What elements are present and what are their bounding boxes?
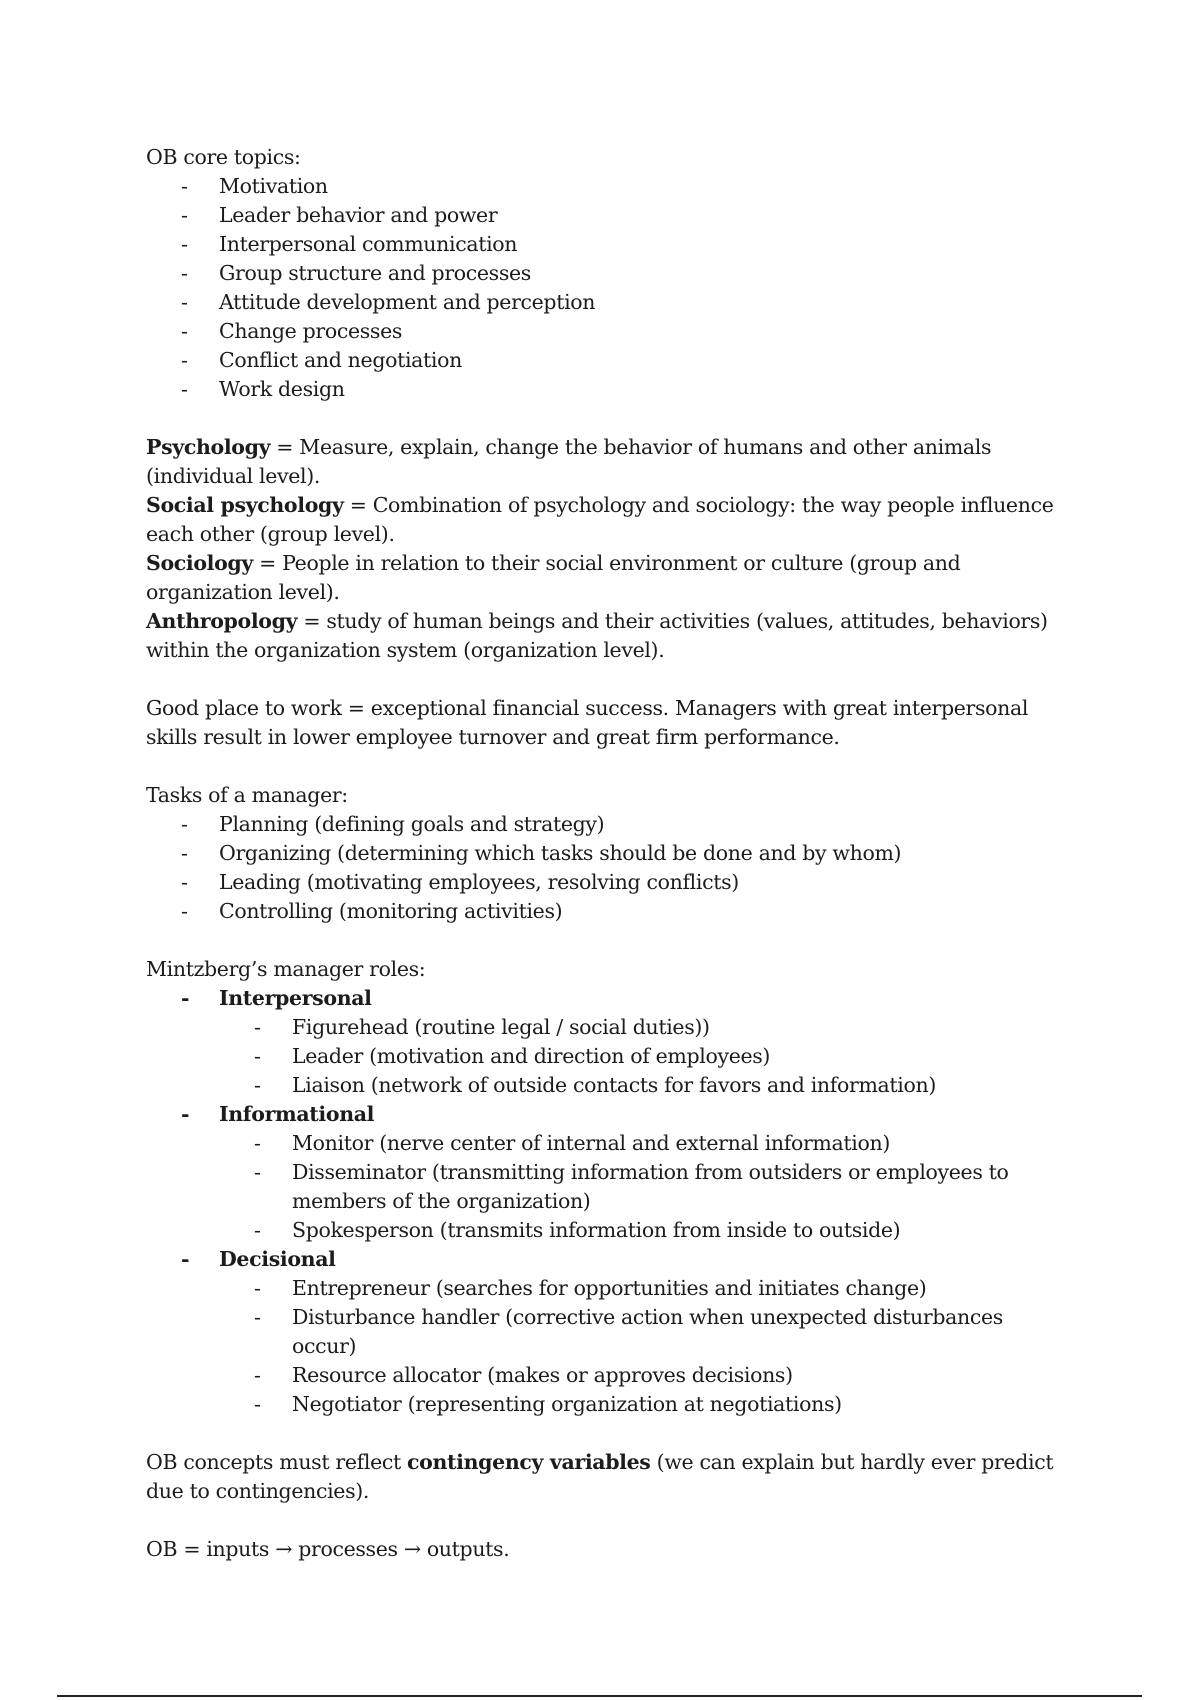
informational-sublist (146, 1129, 1066, 1245)
bullet-dash: - (254, 1015, 261, 1039)
list-item-text: Organizing (determining which tasks should be done and by whom) (219, 841, 902, 865)
definition-term: Psychology (146, 435, 271, 459)
mintzberg-roles-list (146, 1100, 1066, 1129)
contingency-bold: contingency variables (407, 1450, 651, 1474)
ob-core-heading: OB core topics: (146, 145, 301, 169)
list-item (146, 1013, 1066, 1042)
definition-term: Sociology (146, 551, 253, 575)
list-item-text: Work design (219, 377, 345, 401)
good-place-paragraph: Good place to work = exceptional financial success. Managers with great interpersonal skills result in lower employee turnover and great firm performance. (146, 696, 1029, 749)
list-item-text: Leading (motivating employees, resolving conflicts) (219, 870, 739, 894)
list-item-text: Leader (motivation and direction of employees) (292, 1044, 771, 1068)
list-item (146, 259, 1066, 288)
definition-text: = Measure, explain, change the behavior of humans and other animals (individual level). (146, 435, 992, 488)
bullet-dash: - (254, 1305, 261, 1329)
bullet-dash: - (181, 174, 188, 198)
list-item (146, 172, 1066, 201)
list-item (146, 201, 1066, 230)
spacer (146, 1419, 1066, 1448)
list-item (146, 1129, 1066, 1158)
role-informational (146, 1100, 1066, 1129)
list-item (146, 839, 1066, 868)
list-item-text: Group structure and processes (219, 261, 531, 285)
list-item (146, 346, 1066, 375)
bullet-dash: - (254, 1218, 261, 1242)
definition-anthropology (146, 607, 1066, 665)
bullet-dash: - (181, 203, 188, 227)
spacer (146, 752, 1066, 781)
list-item-text: Negotiator (representing organization at negotiations) (292, 1392, 842, 1416)
decisional-sublist (146, 1274, 1066, 1419)
bullet-dash: - (181, 232, 188, 256)
bullet-dash: - (181, 899, 188, 923)
list-item-text: Leader behavior and power (219, 203, 498, 227)
list-item-text: Figurehead (routine legal / social duties)) (292, 1015, 710, 1039)
list-item-text: Resource allocator (makes or approves decisions) (292, 1363, 793, 1387)
ob-core-list (146, 172, 1066, 404)
bullet-dash: - (181, 377, 188, 401)
list-item (146, 317, 1066, 346)
list-item (146, 1361, 1066, 1390)
list-item (146, 1274, 1066, 1303)
definition-text: = Combination of psychology and sociology: the way people influence each other (group level). (146, 493, 1054, 546)
list-item-text: Spokesperson (transmits information from inside to outside) (292, 1218, 901, 1242)
bullet-dash: - (181, 841, 188, 865)
list-item (146, 1042, 1066, 1071)
definition-term: Social psychology (146, 493, 344, 517)
definition-psychology (146, 433, 1066, 491)
bullet-dash: - (254, 1392, 261, 1416)
mintzberg-heading: Mintzberg’s manager roles: (146, 957, 426, 981)
list-item-text: Conflict and negotiation (219, 348, 462, 372)
role-interpersonal (146, 984, 1066, 1013)
spacer (146, 1506, 1066, 1535)
list-item-text: Planning (defining goals and strategy) (219, 812, 605, 836)
bullet-dash: - (181, 986, 190, 1010)
role-label: Decisional (219, 1247, 336, 1271)
definition-term: Anthropology (146, 609, 298, 633)
bullet-dash: - (254, 1073, 261, 1097)
bullet-dash: - (181, 319, 188, 343)
list-item (146, 810, 1066, 839)
list-item (146, 375, 1066, 404)
footer-rule (57, 1695, 1142, 1697)
list-item-text: Disseminator (transmitting information from outsiders or employees to members of the organization) (292, 1160, 1009, 1213)
list-item (146, 1390, 1066, 1419)
list-item-text: Motivation (219, 174, 328, 198)
list-item (146, 1216, 1066, 1245)
bullet-dash: - (181, 870, 188, 894)
ob-formula: OB = inputs → processes → outputs. (146, 1537, 510, 1561)
contingency-paragraph (146, 1448, 1066, 1506)
spacer (146, 665, 1066, 694)
bullet-dash: - (254, 1276, 261, 1300)
role-label: Informational (219, 1102, 375, 1126)
list-item-text: Monitor (nerve center of internal and external information) (292, 1131, 890, 1155)
list-item (146, 288, 1066, 317)
definition-social-psychology (146, 491, 1066, 549)
role-label: Interpersonal (219, 986, 372, 1010)
list-item (146, 230, 1066, 259)
list-item-text: Liaison (network of outside contacts for favors and information) (292, 1073, 937, 1097)
list-item (146, 868, 1066, 897)
list-item (146, 1303, 1066, 1361)
definition-text: = study of human beings and their activities (values, attitudes, behaviors) within the organization system (organization level). (146, 609, 1048, 662)
contingency-prefix: OB concepts must reflect (146, 1450, 408, 1474)
tasks-list (146, 810, 1066, 926)
list-item-text: Attitude development and perception (219, 290, 596, 314)
mintzberg-roles-list (146, 1245, 1066, 1274)
bullet-dash: - (181, 812, 188, 836)
bullet-dash: - (254, 1160, 261, 1184)
bullet-dash: - (181, 290, 188, 314)
list-item-text: Entrepreneur (searches for opportunities and initiates change) (292, 1276, 927, 1300)
role-decisional (146, 1245, 1066, 1274)
bullet-dash: - (254, 1363, 261, 1387)
bullet-dash: - (181, 1247, 190, 1271)
tasks-heading: Tasks of a manager: (146, 783, 348, 807)
list-item-text: Interpersonal communication (219, 232, 518, 256)
list-item (146, 1071, 1066, 1100)
page-content (146, 143, 1066, 1564)
bullet-dash: - (181, 348, 188, 372)
list-item (146, 1158, 1066, 1216)
spacer (146, 926, 1066, 955)
bullet-dash: - (254, 1131, 261, 1155)
interpersonal-sublist (146, 1013, 1066, 1100)
list-item-text: Controlling (monitoring activities) (219, 899, 563, 923)
definition-text: = People in relation to their social environment or culture (group and organization level). (146, 551, 961, 604)
bullet-dash: - (254, 1044, 261, 1068)
spacer (146, 404, 1066, 433)
list-item-text: Change processes (219, 319, 403, 343)
contingency-suffix: (we can explain but hardly ever predict due to contingencies). (146, 1450, 1054, 1503)
list-item-text: Disturbance handler (corrective action when unexpected disturbances occur) (292, 1305, 1003, 1358)
mintzberg-roles-list (146, 984, 1066, 1013)
list-item (146, 897, 1066, 926)
definition-sociology (146, 549, 1066, 607)
bullet-dash: - (181, 261, 188, 285)
bullet-dash: - (181, 1102, 190, 1126)
